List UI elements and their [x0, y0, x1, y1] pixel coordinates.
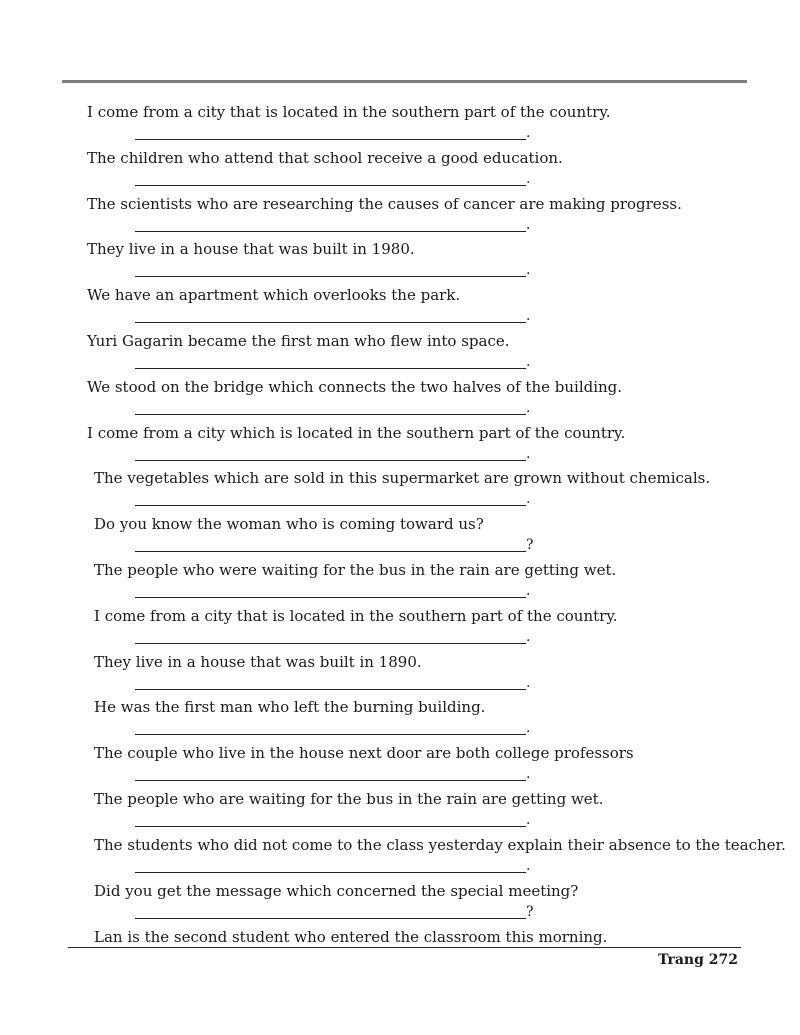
- exercise-sentence: I come from a city that is located in the southern part of the country.: [87, 103, 611, 121]
- answer-underline: [135, 139, 526, 140]
- exercise-sentence: The vegetables which are sold in this supermarket are grown without chemicals.: [94, 469, 711, 488]
- answer-underline: [135, 918, 526, 919]
- answer-underline: [135, 689, 526, 690]
- exercise-sentence: They live in a house that was built in 1890.: [94, 652, 422, 671]
- exercise-sentence: The students who did not come to the class yesterday explain their absence to the teacher.: [94, 835, 786, 854]
- answer-underline: [135, 460, 526, 461]
- exercise-sentence: The people who were waiting for the bus in the rain are getting wet.: [94, 561, 617, 579]
- answer-end-punctuation: .: [526, 857, 531, 874]
- exercise-sentence: We have an apartment which overlooks the park.: [87, 286, 461, 305]
- answer-underline: [135, 826, 526, 827]
- exercise-sentence: I come from a city that is located in the southern part of the country.: [94, 606, 618, 625]
- answer-underline: [135, 185, 526, 186]
- exercise-sentence: We stood on the bridge which connects the two halves of the building.: [87, 377, 623, 396]
- exercise-sentence: The scientists who are researching the causes of cancer are making progress.: [87, 194, 682, 213]
- exercise-sentence: Yuri Gagarin became the first man who flew into space.: [87, 332, 510, 350]
- answer-end-punctuation: .: [526, 583, 531, 599]
- footer-divider: [68, 947, 741, 948]
- exercise-sentence: He was the first man who left the burning building.: [94, 698, 486, 717]
- answer-underline: [135, 505, 526, 506]
- exercise-sentence: The couple who live in the house next door are both college professors: [94, 744, 634, 763]
- answer-underline: [135, 734, 526, 735]
- answer-underline: [135, 597, 526, 598]
- answer-end-punctuation: .: [526, 399, 531, 416]
- answer-end-punctuation: .: [526, 125, 531, 141]
- exercise-sentence: Do you know the woman who is coming toward us?: [94, 515, 484, 534]
- answer-underline: [135, 322, 526, 323]
- answer-end-punctuation: .: [526, 445, 531, 462]
- answer-underline: [135, 872, 526, 873]
- answer-end-punctuation: ?: [526, 537, 534, 554]
- answer-end-punctuation: .: [526, 720, 531, 737]
- exercise-sentence: Did you get the message which concerned the special meeting?: [94, 881, 579, 900]
- answer-end-punctuation: .: [526, 216, 531, 233]
- exercise-sentence: I come from a city which is located in the southern part of the country.: [87, 423, 626, 442]
- answer-underline: [135, 276, 526, 277]
- answer-end-punctuation: .: [526, 812, 531, 828]
- answer-end-punctuation: .: [526, 766, 531, 783]
- answer-end-punctuation: .: [526, 628, 531, 645]
- final-sentence: Lan is the second student who entered the classroom this morning.: [94, 928, 608, 946]
- answer-end-punctuation: .: [526, 354, 531, 370]
- header-divider: [62, 80, 747, 83]
- answer-end-punctuation: .: [526, 674, 531, 691]
- answer-underline: [135, 643, 526, 644]
- answer-underline: [135, 414, 526, 415]
- answer-end-punctuation: .: [526, 308, 531, 325]
- answer-end-punctuation: .: [526, 491, 531, 508]
- answer-underline: [135, 780, 526, 781]
- answer-underline: [135, 231, 526, 232]
- answer-end-punctuation: .: [526, 262, 531, 279]
- answer-underline: [135, 368, 526, 369]
- exercise-sentence: The people who are waiting for the bus in the rain are getting wet.: [94, 790, 604, 808]
- page-number: Trang 272: [658, 952, 738, 968]
- exercise-sentence: They live in a house that was built in 1980.: [87, 240, 415, 259]
- answer-end-punctuation: ?: [526, 903, 534, 920]
- exercise-sentence: The children who attend that school receive a good education.: [87, 148, 563, 167]
- answer-underline: [135, 551, 526, 552]
- answer-end-punctuation: .: [526, 170, 531, 187]
